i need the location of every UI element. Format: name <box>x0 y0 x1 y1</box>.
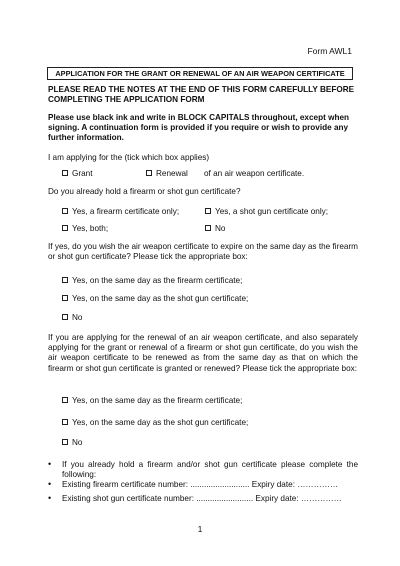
question-renewal: If you are applying for the renewal of an air weapon certificate, and also separately applying for the grant or renewal of a firearm or shot gun certificate, do you wish the air weapon certificate to be renewed as from the same day as that on which the firearm or shot gun certificate is granted or renewed? Please tick the appropriate box: <box>48 333 358 373</box>
form-id: Form AWL1 <box>307 46 352 56</box>
question-expire: If yes, do you wish the air weapon certificate to expire on the same day as the firearm or shot gun certificate? Please tick the appropriate box: <box>48 242 358 262</box>
option-renewal-firearm[interactable] <box>62 396 242 405</box>
checkbox-hold-firearm[interactable] <box>62 208 68 214</box>
checkbox-renewal-shotgun[interactable] <box>62 419 68 425</box>
option-expire-shotgun[interactable] <box>62 294 248 303</box>
option-renewal-shotgun[interactable] <box>62 418 248 427</box>
option-hold-no[interactable] <box>205 224 225 233</box>
option-hold-shotgun[interactable] <box>205 207 328 216</box>
option-expire-shotgun-label: Yes, on the same day as the shot gun certificate; <box>72 294 249 303</box>
form-title: APPLICATION FOR THE GRANT OR RENEWAL OF AN AIR WEAPON CERTIFICATE <box>47 67 353 80</box>
checkbox-grant[interactable] <box>62 170 68 176</box>
checkbox-hold-no[interactable] <box>205 225 211 231</box>
question-applying: I am applying for the (tick which box applies) <box>48 153 210 162</box>
option-renewal-firearm-label: Yes, on the same day as the firearm certificate; <box>72 396 243 405</box>
checkbox-renewal[interactable] <box>146 170 152 176</box>
checkbox-expire-no[interactable] <box>62 314 68 320</box>
option-renewal[interactable] <box>146 169 188 178</box>
option-expire-firearm[interactable] <box>62 276 242 285</box>
checkbox-expire-firearm[interactable] <box>62 277 68 283</box>
bullet-icon: • <box>48 493 52 503</box>
checkbox-hold-shotgun[interactable] <box>205 208 211 214</box>
option-expire-firearm-label: Yes, on the same day as the firearm certificate; <box>72 276 243 285</box>
notice-read-notes: PLEASE READ THE NOTES AT THE END OF THIS FORM CAREFULLY BEFORE COMPLETING THE APPLICATION FORM <box>48 85 355 104</box>
checkbox-hold-both[interactable] <box>62 225 68 231</box>
option-expire-no-label: No <box>72 313 83 322</box>
notice-ink: Please use black ink and write in BLOCK CAPITALS throughout, except when signing. A continuation form is provided if you require or wish to provide any further information. <box>48 113 350 142</box>
option-grant-label: Grant <box>72 169 93 178</box>
option-expire-no[interactable] <box>62 313 82 322</box>
option-hold-both[interactable] <box>62 224 108 233</box>
checkbox-renewal-firearm[interactable] <box>62 397 68 403</box>
option-hold-firearm[interactable] <box>62 207 179 216</box>
question-hold: Do you already hold a firearm or shot gun certificate? <box>48 187 241 196</box>
option-hold-shotgun-label: Yes, a shot gun certificate only; <box>215 207 329 216</box>
existing-firearm-line[interactable]: Existing firearm certificate number: .......................... Expiry date: …………… <box>62 480 339 489</box>
page-number: 1 <box>197 525 203 534</box>
option-hold-firearm-label: Yes, a firearm certificate only; <box>72 207 180 216</box>
option-hold-both-label: Yes, both; <box>72 224 109 233</box>
checkbox-expire-shotgun[interactable] <box>62 295 68 301</box>
option-renewal-shotgun-label: Yes, on the same day as the shot gun certificate; <box>72 418 249 427</box>
option-renewal-no-label: No <box>72 438 83 447</box>
bullet-icon: • <box>48 479 52 489</box>
option-renewal-label: Renewal <box>156 169 188 178</box>
option-grant[interactable] <box>62 169 92 178</box>
checkbox-renewal-no[interactable] <box>62 439 68 445</box>
applying-suffix: of an air weapon certificate. <box>204 169 305 178</box>
existing-shotgun-line[interactable]: Existing shot gun certificate number: ......................... Expiry date: …………… <box>62 494 342 503</box>
option-renewal-no[interactable] <box>62 438 82 447</box>
option-hold-no-label: No <box>215 224 226 233</box>
existing-intro: If you already hold a firearm and/or shot gun certificate please complete the following: <box>62 460 358 480</box>
bullet-icon: • <box>48 459 52 469</box>
